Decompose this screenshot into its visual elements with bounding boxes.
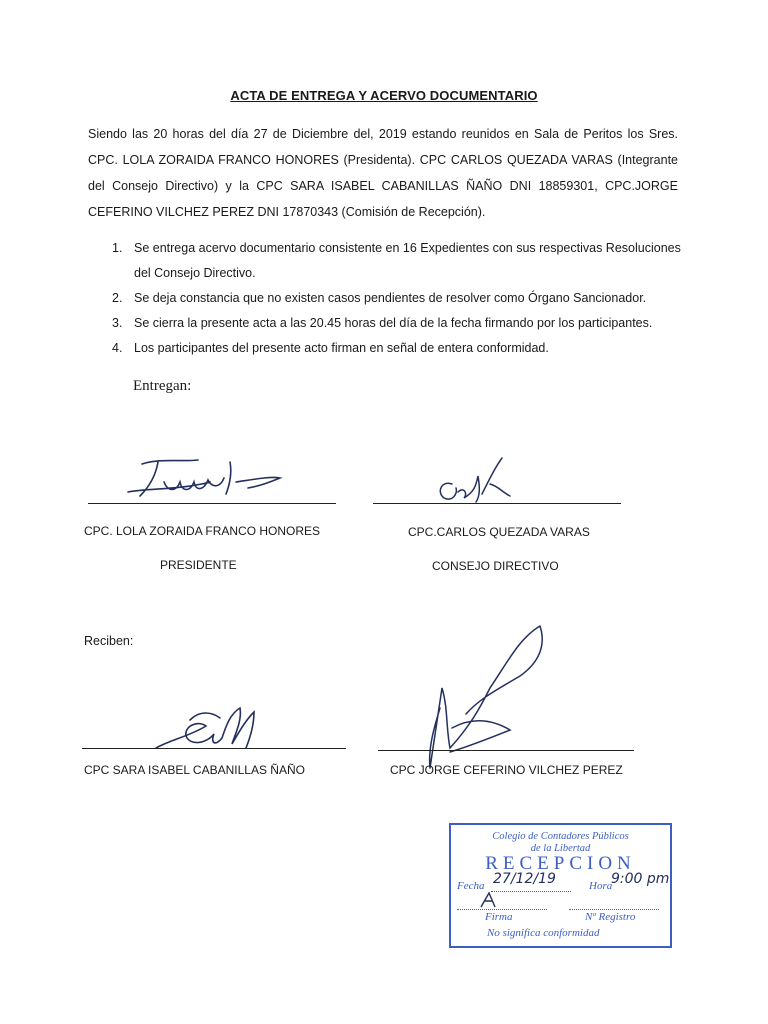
signatory-role-quezada: CONSEJO DIRECTIVO [432, 559, 559, 573]
signature-line-franco [88, 503, 336, 504]
list-item [112, 336, 682, 361]
reception-stamp [449, 823, 672, 948]
stamp-org-line2: de la Libertad [530, 843, 591, 854]
signature-line-cabanillas [82, 748, 346, 749]
stamp-firma-initial [479, 891, 499, 909]
signature-line-vilchez [378, 750, 634, 751]
signatory-role-franco: PRESIDENTE [160, 558, 237, 572]
list-item [112, 311, 682, 336]
signature-quezada [430, 456, 530, 506]
stamp-hora-value: 9:00 pm [611, 871, 670, 887]
list-item [112, 286, 682, 311]
stamp-heading: RECEPCION [485, 853, 636, 874]
entregan-label: Entregan: [133, 378, 192, 394]
stamp-footer: No significa conformidad [487, 927, 600, 939]
intro-paragraph: Siendo las 20 horas del día 27 de Diciembre del, 2019 estando reunidos en Sala de Peritos los Sres. CPC. LOLA ZORAIDA FRANCO HONORES (Presidenta). CPC CARLOS QUEZADA VARAS (Integrante del Consejo Directivo) y la CPC SARA ISABEL CABANILLAS ÑAÑO DNI 18859301, CPC.JORGE CEFERINO VILCHEZ PEREZ DNI 17870343 (Comisión de Recepción). [88, 127, 678, 219]
signature-franco [120, 452, 300, 502]
stamp-firma-label: Firma [485, 911, 513, 923]
reciben-label: Reciben: [84, 634, 134, 648]
signatory-name-franco: CPC. LOLA ZORAIDA FRANCO HONORES [84, 524, 321, 538]
item-text: Los participantes del presente acto firman en señal de entera conformidad. [134, 341, 549, 355]
item-text: Se cierra la presente acta a las 20.45 horas del día de la fecha firmando por los participantes. [134, 316, 653, 330]
signatory-name-vilchez: CPC JORGE CEFERINO VILCHEZ PEREZ [390, 763, 623, 777]
item-number: 3. [112, 316, 123, 330]
stamp-fecha-dots [491, 891, 571, 892]
item-number: 2. [112, 291, 123, 305]
signatory-name-quezada: CPC.CARLOS QUEZADA VARAS [408, 525, 590, 539]
document-title: ACTA DE ENTREGA Y ACERVO DOCUMENTARIO [230, 88, 538, 103]
item-list [112, 236, 682, 361]
item-number: 4. [112, 341, 123, 355]
signatory-name-cabanillas: CPC SARA ISABEL CABANILLAS ÑAÑO [84, 763, 305, 777]
list-item [112, 236, 682, 286]
stamp-fecha-label: Fecha [457, 880, 485, 892]
stamp-registro-dots [569, 909, 659, 910]
item-text: Se entrega acervo documentario consistente en 16 Expedientes con sus respectivas Resoluciones del Consejo Directivo. [134, 241, 681, 280]
stamp-hora-label: Hora [589, 880, 613, 892]
signature-line-quezada [373, 503, 621, 504]
stamp-org-line1: Colegio de Contadores Públicos [492, 831, 629, 842]
stamp-fecha-value: 27/12/19 [493, 871, 556, 887]
stamp-firma-dots [457, 909, 547, 910]
item-number: 1. [112, 241, 123, 255]
stamp-registro-label: Nº Registro [585, 911, 636, 923]
item-text: Se deja constancia que no existen casos pendientes de resolver como Órgano Sancionador. [134, 291, 647, 305]
